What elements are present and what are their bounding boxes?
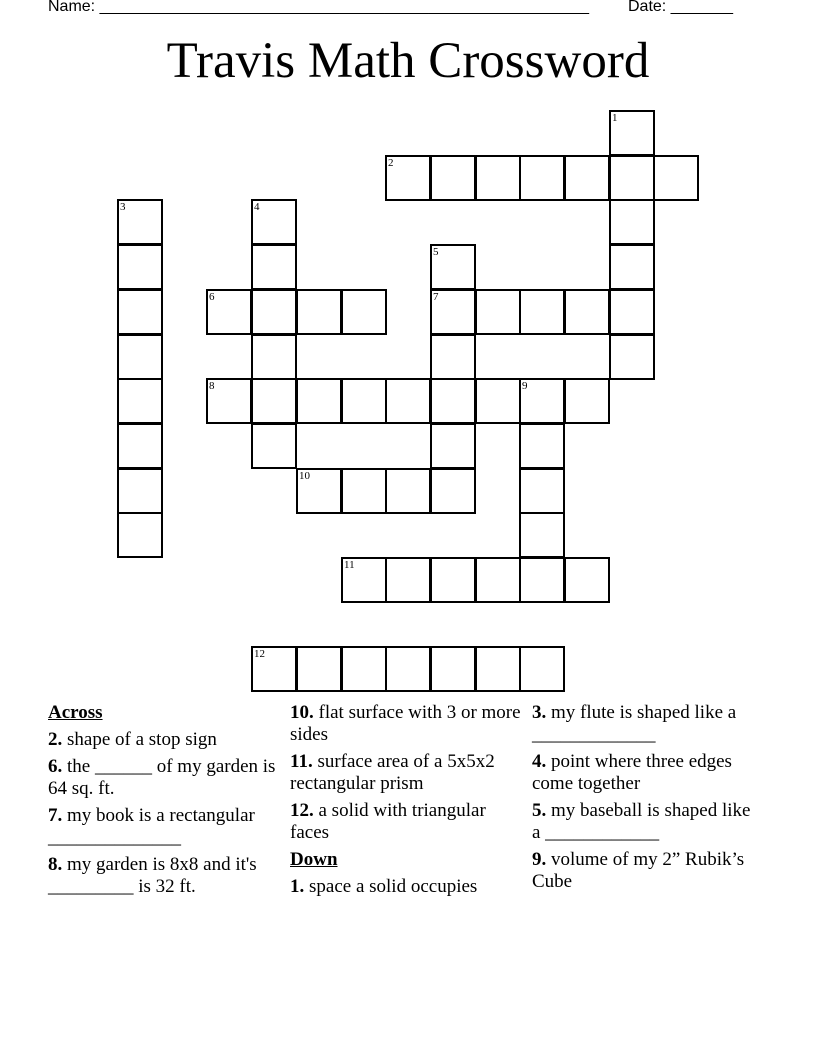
- clue-number: 1.: [290, 876, 305, 897]
- clue-number: 12.: [290, 800, 314, 821]
- grid-cell[interactable]: [609, 334, 655, 380]
- clue-down-3: [532, 702, 752, 746]
- clue-number: 4.: [532, 751, 547, 772]
- grid-cell[interactable]: [564, 378, 610, 424]
- grid-cell[interactable]: [430, 423, 476, 469]
- grid-cell[interactable]: [385, 468, 431, 514]
- clue-number: 11.: [290, 751, 313, 772]
- grid-cell[interactable]: [609, 244, 655, 290]
- clue-text: volume of my 2” Rubik’s Cube: [532, 849, 745, 892]
- clue-text: surface area of a 5x5x2 rectangular prism: [290, 751, 495, 794]
- clue-text: a solid with triangular faces: [290, 800, 486, 843]
- clue-text: my book is a rectangular ______________: [48, 805, 255, 848]
- grid-cell[interactable]: [117, 289, 163, 335]
- down-heading: Down: [290, 849, 338, 870]
- grid-cell[interactable]: [430, 155, 476, 201]
- clue-text: my flute is shaped like a _____________: [532, 702, 737, 745]
- grid-cell[interactable]: [251, 423, 297, 469]
- cell-number: 5: [433, 246, 439, 258]
- grid-cell[interactable]: [251, 378, 297, 424]
- grid-cell[interactable]: [564, 289, 610, 335]
- cell-number: 8: [209, 380, 215, 392]
- grid-cell[interactable]: [519, 512, 565, 558]
- grid-cell[interactable]: [475, 378, 521, 424]
- grid-cell[interactable]: [430, 557, 476, 603]
- clue-text: the ______ of my garden is 64 sq. ft.: [48, 756, 276, 799]
- clue-across-2: [48, 729, 278, 751]
- grid-cell[interactable]: [251, 289, 297, 335]
- clue-across-10: [290, 702, 522, 746]
- grid-cell[interactable]: [117, 334, 163, 380]
- cell-number: 1: [612, 112, 618, 124]
- grid-cell[interactable]: [430, 468, 476, 514]
- grid-cell[interactable]: [251, 334, 297, 380]
- clue-down-1: [290, 876, 522, 898]
- clue-column-2: [290, 702, 522, 903]
- page-title: Travis Math Crossword: [166, 33, 650, 89]
- clue-number: 3.: [532, 702, 547, 723]
- grid-cell[interactable]: [475, 646, 521, 692]
- grid-cell[interactable]: [430, 646, 476, 692]
- cell-number: 2: [388, 157, 394, 169]
- grid-cell[interactable]: [341, 289, 387, 335]
- grid-cell[interactable]: [430, 334, 476, 380]
- grid-cell[interactable]: [609, 289, 655, 335]
- grid-cell[interactable]: [296, 289, 342, 335]
- grid-cell[interactable]: [117, 244, 163, 290]
- grid-cell[interactable]: [385, 557, 431, 603]
- grid-cell[interactable]: [519, 289, 565, 335]
- clue-text: flat surface with 3 or more sides: [290, 702, 521, 745]
- grid-cell[interactable]: [609, 199, 655, 245]
- clue-text: space a solid occupies: [304, 876, 478, 897]
- cell-number: 9: [522, 380, 528, 392]
- grid-cell[interactable]: [564, 155, 610, 201]
- clue-number: 5.: [532, 800, 547, 821]
- grid-cell[interactable]: [519, 646, 565, 692]
- cell-number: 4: [254, 201, 260, 213]
- grid-cell[interactable]: [519, 468, 565, 514]
- across-heading: Across: [48, 702, 103, 723]
- date-field[interactable]: Date: _______: [628, 0, 733, 15]
- grid-cell[interactable]: [341, 468, 387, 514]
- clue-number: 10.: [290, 702, 314, 723]
- grid-cell[interactable]: [519, 423, 565, 469]
- clue-text: my baseball is shaped like a ____________: [532, 800, 751, 843]
- grid-cell[interactable]: [519, 155, 565, 201]
- cell-number: 12: [254, 648, 265, 660]
- grid-cell[interactable]: [475, 155, 521, 201]
- grid-cell[interactable]: [341, 378, 387, 424]
- clue-text: shape of a stop sign: [62, 729, 217, 750]
- grid-cell[interactable]: [385, 378, 431, 424]
- grid-cell[interactable]: [609, 155, 655, 201]
- clue-down-5: [532, 800, 752, 844]
- grid-cell[interactable]: [653, 155, 699, 201]
- clue-down-4: [532, 751, 752, 795]
- grid-cell[interactable]: [430, 378, 476, 424]
- grid-cell[interactable]: [117, 423, 163, 469]
- cell-number: 3: [120, 201, 126, 213]
- name-field[interactable]: Name: _______________________________________________________: [48, 0, 589, 15]
- clue-number: 7.: [48, 805, 63, 826]
- clue-across-7: [48, 805, 278, 849]
- clue-number: 2.: [48, 729, 63, 750]
- grid-cell[interactable]: [117, 512, 163, 558]
- clue-across-8: [48, 854, 278, 898]
- cell-number: 10: [299, 470, 310, 482]
- clue-number: 6.: [48, 756, 63, 777]
- cell-number: 6: [209, 291, 215, 303]
- grid-cell[interactable]: [475, 557, 521, 603]
- grid-cell[interactable]: [341, 646, 387, 692]
- clue-across-12: [290, 800, 522, 844]
- cell-number: 11: [344, 559, 355, 571]
- clue-text: my garden is 8x8 and it's _________ is 32 ft.: [48, 854, 257, 897]
- grid-cell[interactable]: [519, 557, 565, 603]
- grid-cell[interactable]: [475, 289, 521, 335]
- grid-cell[interactable]: [296, 646, 342, 692]
- clue-column-3: [532, 702, 752, 898]
- clue-text: point where three edges come together: [532, 751, 732, 794]
- grid-cell[interactable]: [117, 378, 163, 424]
- grid-cell[interactable]: [385, 646, 431, 692]
- clue-down-9: [532, 849, 752, 893]
- clue-number: 9.: [532, 849, 547, 870]
- grid-cell[interactable]: [296, 378, 342, 424]
- grid-cell[interactable]: [251, 244, 297, 290]
- grid-cell[interactable]: [564, 557, 610, 603]
- clue-column-1: [48, 702, 278, 903]
- cell-number: 7: [433, 291, 439, 303]
- grid-cell[interactable]: [117, 468, 163, 514]
- clue-across-6: [48, 756, 278, 800]
- clue-across-11: [290, 751, 522, 795]
- clue-number: 8.: [48, 854, 63, 875]
